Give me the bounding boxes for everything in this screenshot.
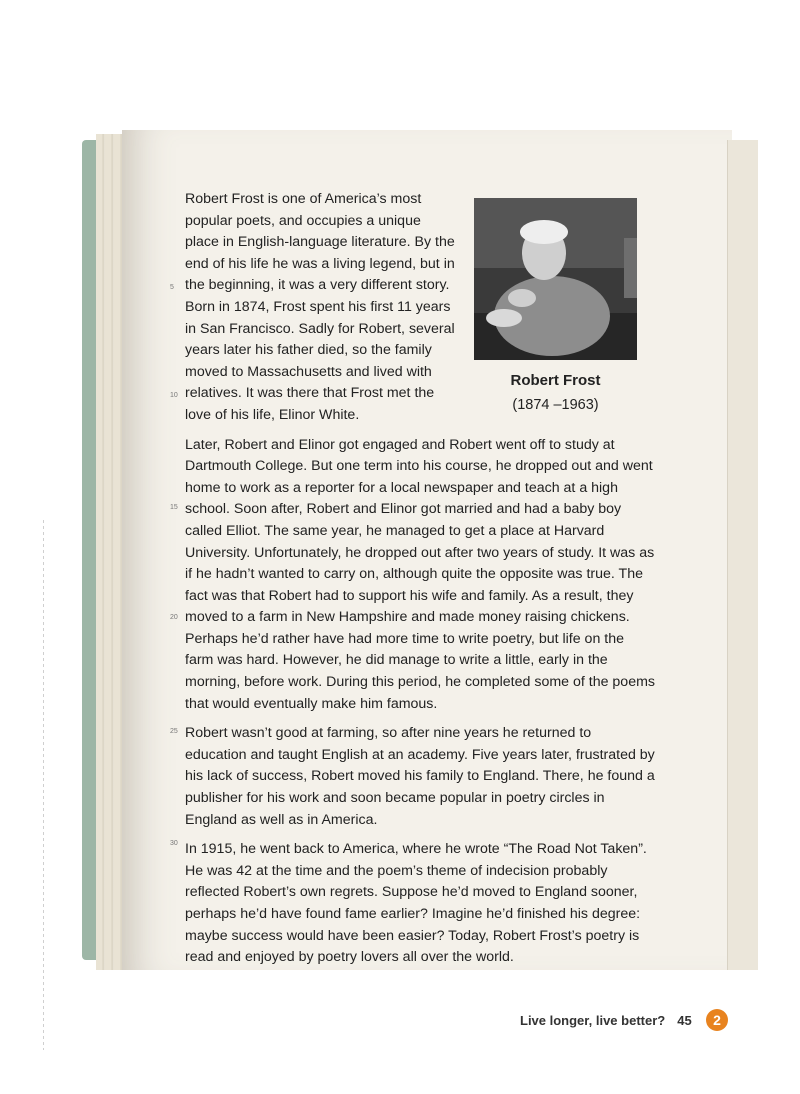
line-number: 25 (170, 728, 178, 735)
line-number: 30 (170, 840, 178, 847)
line-number: 15 (170, 504, 178, 511)
page-margin-line (43, 520, 44, 1050)
paragraph-3: Robert wasn’t good at farming, so after nine years he returned to education and taught English at an academy. Five years later, frustrated by his lack of success, Robert moved his family to England. There, he found a publisher for his work and soon became popular in poetry circles in England as well as in America. (185, 725, 655, 828)
paragraph-4: In 1915, he went back to America, where he wrote “The Road Not Taken”. He was 42 at the time and the poem’s theme of indecision probably reflected Robert’s own regrets. Suppose he’d moved to England sooner, perhaps he’d have found fame earlier? Imagine he’d finished his degree: maybe success would have been easier? Today, Robert Frost’s poetry is read and enjoyed by poetry lovers all over the world. (185, 841, 647, 966)
photo-caption-years: (1874 –1963) (512, 397, 599, 413)
unit-badge: 2 (706, 1009, 728, 1031)
paragraph-2: Later, Robert and Elinor got engaged and Robert went off to study at Dartmouth College. But one term into his course, he dropped out and went home to work as a reporter for a local newspaper and teach at a high school. Soon after, Robert and Elinor got married and had a baby boy called Elliot. The same year, he managed to get a place at Harvard University. Unfortunately, he dropped out after two years of study. It was as if he hadn’t wanted to carry on, although quite the opposite was true. The fact was that Robert had to support his wife and family. As a result, they moved to a farm in New Hampshire and made money raising chickens. Perhaps he’d rather have had more time to write poetry, but life on the farm was hard. However, he did manage to write a little, early in the morning, before work. During this period, he completed some of the poems that would eventually make him famous. (185, 436, 656, 712)
unit-title: Live longer, live better? (520, 1013, 666, 1028)
photo-caption-name: Robert Frost (510, 372, 601, 389)
page-number: 45 (677, 1013, 692, 1028)
paragraph-1: Robert Frost is one of America’s most popular poets, and occupies a unique place in English-language literature. By the end of his life he was a living legend, but in the beginning, it was a very different story. Born in 1874, Frost spent his first 11 years in San Francisco. Sadly for Robert, several years later his father died, so the family moved to Massachusetts and lived with relatives. It was there that Frost met the love of his life, Elinor White. (185, 191, 455, 423)
line-number: 10 (170, 392, 178, 399)
article-body (185, 189, 655, 977)
page-right-edge (727, 140, 758, 970)
page-footer (520, 1013, 692, 1028)
line-number: 20 (170, 614, 178, 621)
line-number: 5 (170, 284, 174, 291)
